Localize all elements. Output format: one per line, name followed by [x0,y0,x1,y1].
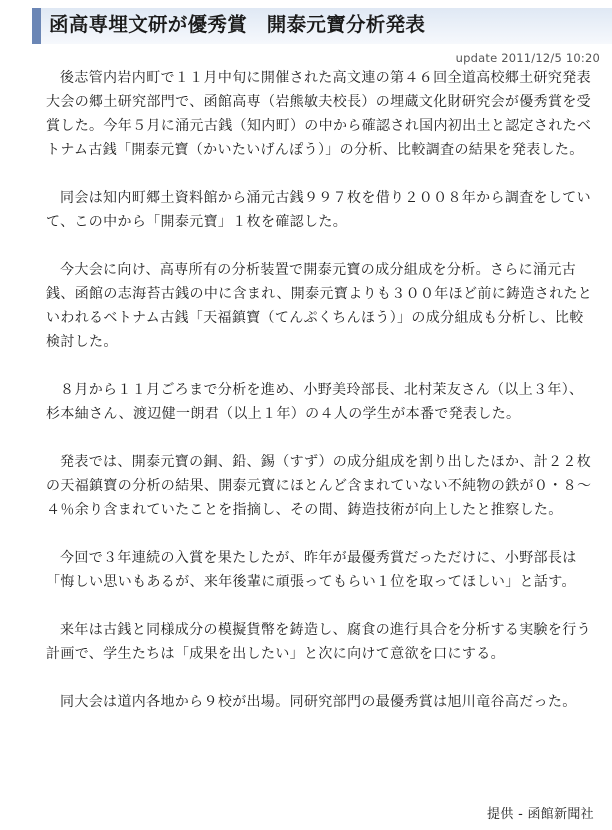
update-label: update [455,51,498,65]
update-datetime: 2011/12/5 10:20 [501,51,600,65]
article-title: 函高専埋文研が優秀賞 開泰元寶分析発表 [49,13,426,36]
article-title-bar [32,8,612,44]
article-paragraph: 同大会は道内各地から９校が出場。同研究部門の最優秀賞は旭川竜谷高だった。 [60,694,577,710]
article-paragraph: 今回で３年連続の入賞を果たしたが、昨年が最優秀賞だっただけに、小野部長は「悔しい思いもあるが、来年後輩に頑張ってもらい１位を取ってほしい」と話す。 [46,550,577,590]
article-credit: 提供 - 函館新聞社 [487,807,594,822]
article-paragraph: 来年は古銭と同様成分の模擬貨幣を鋳造し、腐食の進行具合を分析する実験を行う計画で、学生たちは「成果を出したい」と次に向けて意欲を口にする。 [46,622,591,662]
article-paragraph: 今大会に向け、高専所有の分析装置で開泰元寶の成分組成を分析。さらに涌元古銭、函館の志海苔古銭の中に含まれ、開泰元寶よりも３００年ほど前に鋳造されたといわれるベトナム古銭「天福鎮寶（てんぷくちんほう）」の成分組成も分析し、比較検討した。 [46,262,593,350]
article-paragraph: 後志管内岩内町で１１月中旬に開催された高文連の第４６回全道高校郷土研究発表大会の郷土研究部門で、函館高専（岩熊敏夫校長）の埋蔵文化財研究会が優秀賞を受賞した。今年５月に涌元古銭（知内町）の中から確認され国内初出土と認定されたベトナム古銭「開泰元寶（かいたいげんぽう）」の分析、比較調査の結果を発表した。 [46,70,592,158]
update-timestamp [456,51,600,65]
article-paragraph: ８月から１１月ごろまで分析を進め、小野美玲部長、北村茉友さん（以上３年）、杉本紬さん、渡辺健一朗君（以上１年）の４人の学生が本番で発表した。 [46,382,584,422]
article-body [46,66,594,738]
article-paragraph: 発表では、開泰元寶の銅、鉛、錫（すず）の成分組成を割り出したほか、計２２枚の天福鎮寶の分析の結果、開泰元寶にほとんど含まれていない不純物の鉄が０・８〜４％余り含まれていたことを指摘し、その間、鋳造技術が向上したと推察した。 [46,454,592,518]
article-paragraph: 同会は知内町郷土資料館から涌元古銭９９７枚を借り２００８年から調査をしていて、この中から「開泰元寶」１枚を確認した。 [46,190,591,230]
